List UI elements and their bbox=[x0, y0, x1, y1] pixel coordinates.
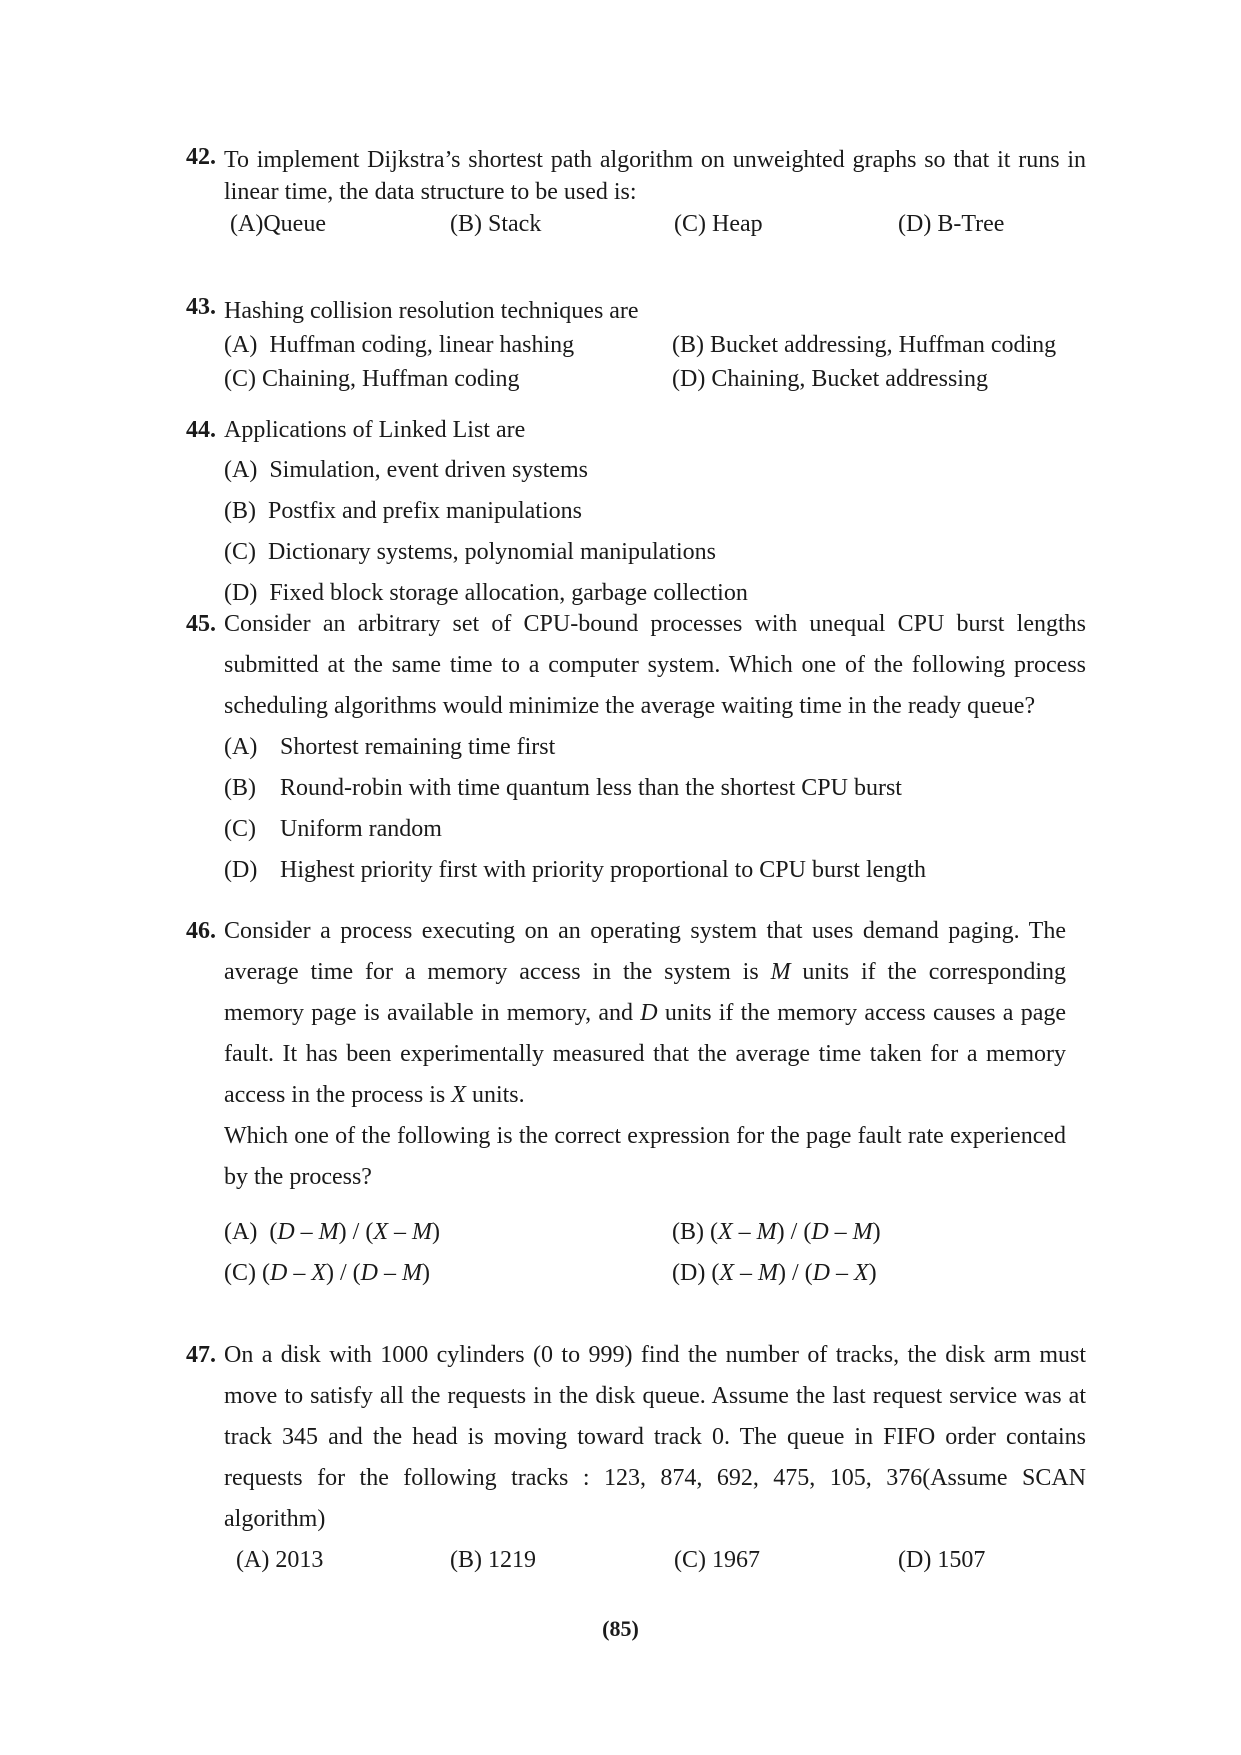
option-text: 1967 bbox=[712, 1547, 760, 1573]
option-letter: (C) bbox=[674, 211, 706, 237]
option-d bbox=[898, 1540, 1118, 1580]
option-text: (D – M) / (X – M) bbox=[269, 1219, 440, 1245]
option-letter: (C) bbox=[224, 366, 256, 392]
option-letter: (D) bbox=[672, 1260, 706, 1286]
option-letter: (A) bbox=[230, 211, 264, 237]
option-b bbox=[224, 768, 1086, 809]
question-body bbox=[224, 604, 1086, 727]
option-letter: (D) bbox=[672, 366, 706, 392]
option-letter: (A) bbox=[224, 734, 258, 760]
question-line: Consider a process executing on an operating system that uses demand paging. The average time for a memory access in the system is M units if the corresponding memory page is available in memory, and D units if the memory access causes a page fault. It has been experimentally measured that the average time taken for a memory access in the process is X units. bbox=[224, 918, 1067, 1108]
question-number: 45. bbox=[186, 611, 216, 637]
options bbox=[186, 1212, 1066, 1294]
question-number: 42. bbox=[186, 144, 216, 170]
options bbox=[186, 450, 1086, 614]
option-b bbox=[672, 328, 1112, 362]
option-b bbox=[224, 491, 1086, 532]
option-text: Heap bbox=[712, 211, 763, 237]
option-letter: (B) bbox=[672, 1219, 704, 1245]
question-45-text bbox=[186, 604, 1086, 727]
question-body bbox=[224, 294, 1086, 328]
question-line: Applications of Linked List are bbox=[224, 417, 526, 443]
option-letter: (D) bbox=[898, 211, 932, 237]
option-text: 1219 bbox=[488, 1547, 536, 1573]
option-b bbox=[450, 1540, 674, 1580]
option-text: Stack bbox=[488, 211, 542, 237]
option-letter: (A) bbox=[224, 1219, 258, 1245]
option-letter: (A) bbox=[236, 1547, 270, 1573]
option-letter: (D) bbox=[224, 857, 258, 883]
question-44 bbox=[186, 410, 1086, 614]
option-c bbox=[674, 1540, 898, 1580]
option-a bbox=[230, 208, 450, 240]
option-letter: (D) bbox=[898, 1547, 932, 1573]
question-43-text bbox=[186, 294, 1086, 328]
page-number: (85) bbox=[602, 1616, 639, 1641]
option-letter: (C) bbox=[224, 816, 256, 842]
option-d bbox=[672, 362, 1112, 396]
question-46-text bbox=[186, 911, 1066, 1198]
question-number: 46. bbox=[186, 918, 216, 944]
option-text: Huffman coding, linear hashing bbox=[269, 332, 575, 358]
option-text: Chaining, Huffman coding bbox=[262, 366, 520, 392]
option-text: (X – M) / (D – X) bbox=[711, 1260, 877, 1286]
option-a bbox=[224, 450, 1086, 491]
option-letter: (B) bbox=[672, 332, 704, 358]
option-letter: (C) bbox=[224, 539, 256, 565]
option-text: B-Tree bbox=[937, 211, 1005, 237]
option-letter: (C) bbox=[224, 1260, 256, 1286]
question-line: Consider an arbitrary set of CPU-bound processes with unequal CPU burst lengths submitted at the same time to a computer system. Which one of the following process scheduling algorithms would minimize the average waiting time in the ready queue? bbox=[224, 611, 1086, 719]
option-d bbox=[898, 208, 1118, 240]
question-line: To implement Dijkstra’s shortest path algorithm on unweighted graphs so that it runs in linear time, the data structure to be used is: bbox=[224, 147, 1086, 205]
option-text: Round-robin with time quantum less than the shortest CPU burst bbox=[280, 775, 902, 801]
question-47 bbox=[186, 1335, 1086, 1580]
option-text: Fixed block storage allocation, garbage collection bbox=[269, 580, 748, 606]
option-c bbox=[224, 532, 1086, 573]
question-line: Hashing collision resolution techniques are bbox=[224, 298, 639, 324]
option-letter: (B) bbox=[224, 498, 256, 524]
option-text: Simulation, event driven systems bbox=[269, 457, 588, 483]
question-44-text bbox=[186, 410, 1086, 450]
option-text: 1507 bbox=[937, 1547, 986, 1573]
option-text: (X – M) / (D – M) bbox=[710, 1219, 881, 1245]
question-47-text bbox=[186, 1335, 1086, 1540]
option-letter: (C) bbox=[674, 1547, 706, 1573]
option-text: Dictionary systems, polynomial manipulations bbox=[268, 539, 716, 565]
option-c bbox=[224, 1253, 672, 1294]
option-text: Highest priority first with priority proportional to CPU burst length bbox=[280, 857, 926, 883]
question-line: Which one of the following is the correct expression for the page fault rate experienced by the process? bbox=[224, 1123, 1066, 1190]
option-b bbox=[450, 208, 674, 240]
question-body bbox=[224, 144, 1086, 208]
option-text: (D – X) / (D – M) bbox=[262, 1260, 431, 1286]
question-45 bbox=[186, 604, 1086, 891]
option-text: Bucket addressing, Huffman coding bbox=[710, 332, 1057, 358]
option-text: Shortest remaining time first bbox=[280, 734, 556, 760]
question-42 bbox=[186, 144, 1086, 240]
option-letter: (B) bbox=[450, 211, 482, 237]
options bbox=[186, 208, 1086, 240]
options bbox=[186, 1540, 1086, 1580]
option-letter: (A) bbox=[224, 457, 258, 483]
option-a bbox=[236, 1540, 450, 1580]
option-text: Postfix and prefix manipulations bbox=[268, 498, 582, 524]
question-line: On a disk with 1000 cylinders (0 to 999) find the number of tracks, the disk arm must move to satisfy all the requests in the disk queue. Assume the last request service was at track 345 and the head is moving toward track 0. The queue in FIFO order contains requests for the following tracks : 123, 874, 692, 475, 105, 376(Assume SCAN algorithm) bbox=[224, 1342, 1086, 1532]
option-a bbox=[224, 1212, 672, 1253]
option-text: Uniform random bbox=[280, 816, 442, 842]
option-letter: (B) bbox=[450, 1547, 482, 1573]
question-43 bbox=[186, 294, 1086, 396]
option-text: Queue bbox=[263, 211, 326, 237]
question-number: 43. bbox=[186, 294, 216, 320]
question-number: 47. bbox=[186, 1342, 216, 1368]
options bbox=[186, 727, 1086, 891]
option-text: Chaining, Bucket addressing bbox=[711, 366, 988, 392]
option-c bbox=[224, 809, 1086, 850]
option-c bbox=[224, 362, 672, 396]
question-42-text bbox=[186, 144, 1086, 208]
option-letter: (B) bbox=[224, 775, 256, 801]
option-letter: (A) bbox=[224, 332, 258, 358]
option-a bbox=[224, 727, 1086, 768]
question-number: 44. bbox=[186, 417, 216, 443]
option-d bbox=[672, 1253, 1112, 1294]
question-body bbox=[224, 1335, 1086, 1540]
option-d bbox=[224, 850, 1086, 891]
question-46 bbox=[186, 911, 1066, 1294]
option-b bbox=[672, 1212, 1112, 1253]
question-body bbox=[224, 410, 1086, 450]
question-body bbox=[224, 911, 1066, 1198]
option-letter: (D) bbox=[224, 580, 258, 606]
option-c bbox=[674, 208, 898, 240]
option-a bbox=[224, 328, 672, 362]
options bbox=[186, 328, 1086, 396]
option-text: 2013 bbox=[275, 1547, 324, 1573]
